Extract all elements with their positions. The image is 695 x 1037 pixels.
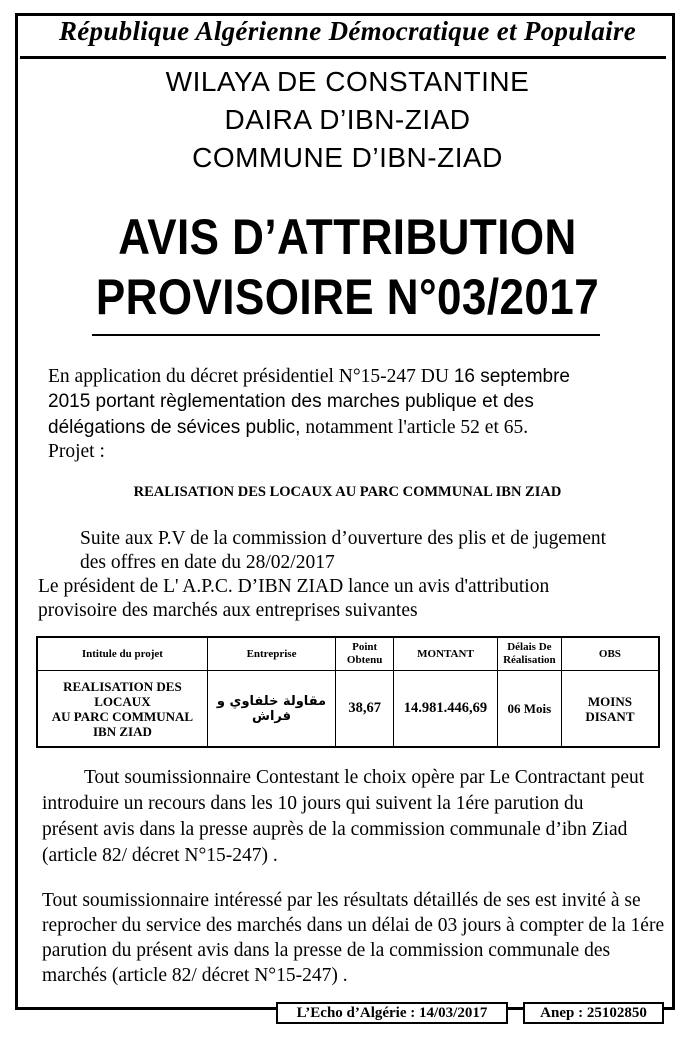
award-table	[36, 636, 660, 748]
header-montant: MONTANT	[394, 637, 498, 671]
suite-line-1: Suite aux P.V de la commission d’ouverture des plis et de jugement	[80, 528, 607, 549]
resultats-line-4: marchés (article 82/ décret N°15-247) .	[42, 965, 348, 986]
header-point: Point Obtenu	[336, 637, 394, 671]
cell-points: 38,67	[336, 671, 394, 748]
suite-line-4: provisoire des marchés aux entreprises suivantes	[38, 600, 418, 621]
heading-rule	[20, 56, 666, 59]
title-underline	[92, 334, 600, 336]
echo-publication-box: L’Echo d’Algérie : 14/03/2017	[276, 1002, 508, 1024]
cell-projet: REALISATION DES LOCAUX AU PARC COMMUNAL IBN ZIAD	[37, 671, 207, 748]
intro-line-3: délégations de sévices public, notamment l'article 52 et 65.	[48, 417, 529, 438]
anep-reference-box: Anep : 25102850	[523, 1002, 664, 1024]
recours-line-3: présent avis dans la presse auprès de la commission communale d’ibn Ziad	[42, 819, 628, 840]
header-obs: OBS	[561, 637, 659, 671]
table-header-row	[37, 637, 659, 671]
table-row	[37, 671, 659, 748]
suite-line-3: Le président de L' A.P.C. D’IBN ZIAD lance un avis d'attribution	[38, 576, 550, 597]
recours-line-1: Tout soumissionnaire Contestant le choix opère par Le Contractant peut	[84, 767, 645, 788]
cell-delais: 06 Mois	[497, 671, 561, 748]
cell-entreprise: مقاولة خلفاوي و فراش	[207, 671, 335, 748]
header-projet: Intitule du projet	[37, 637, 207, 671]
resultats-line-3: parution du présent avis dans la presse de la commission communale des	[42, 940, 611, 961]
resultats-line-1: Tout soumissionnaire intéressé par les résultats détaillés de ses est invité à se	[42, 890, 641, 911]
projet-label: Projet :	[48, 441, 105, 462]
republic-heading: République Algérienne Démocratique et Populaire	[58, 16, 637, 46]
resultats-line-2: reprocher du service des marchés dans un délai de 03 jours à compter de la 1ére	[42, 915, 665, 936]
cell-montant: 14.981.446,69	[394, 671, 498, 748]
title-line-2: PROVISOIRE N°03/2017	[95, 269, 600, 325]
cell-obs: MOINS DISANT	[561, 671, 659, 748]
title-line-1: AVIS D’ATTRIBUTION	[118, 209, 577, 265]
recours-line-2: introduire un recours dans les 10 jours qui suivent la 1ére parution du	[42, 793, 584, 814]
project-name: REALISATION DES LOCAUX AU PARC COMMUNAL IBN ZIAD	[133, 484, 562, 500]
wilaya-line: WILAYA DE CONSTANTINE	[165, 66, 530, 97]
commune-line: COMMUNE D’IBN-ZIAD	[192, 142, 503, 173]
suite-line-2: des offres en date du 28/02/2017	[80, 552, 335, 573]
header-delais: Délais De Réalisation	[497, 637, 561, 671]
daira-line: DAIRA D’IBN-ZIAD	[224, 104, 471, 135]
header-entreprise: Entreprise	[207, 637, 335, 671]
intro-line-2: 2015 portant règlementation des marches publique et des	[48, 391, 534, 412]
recours-line-4: (article 82/ décret N°15-247) .	[42, 845, 278, 866]
intro-line-1: En application du décret présidentiel N°15-247 DU 16 septembre	[48, 366, 570, 387]
